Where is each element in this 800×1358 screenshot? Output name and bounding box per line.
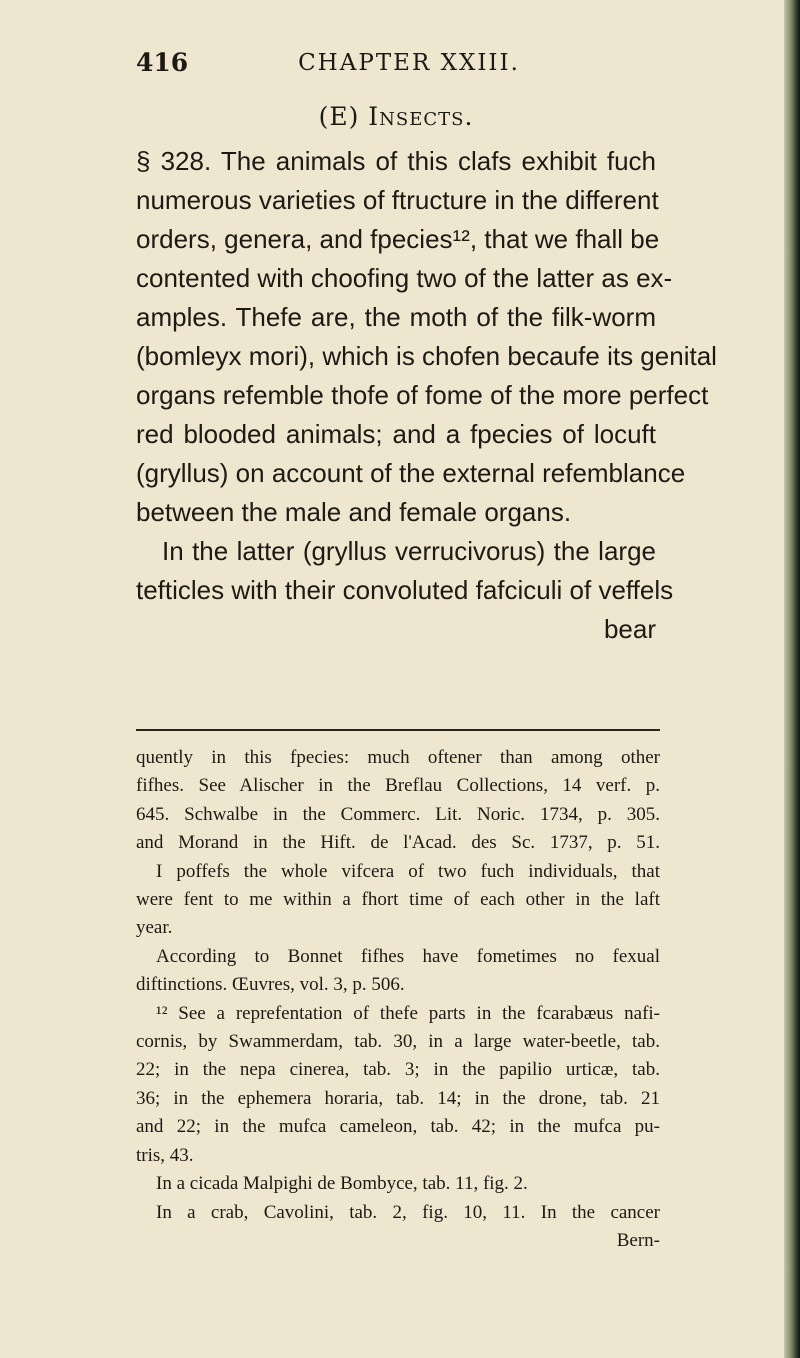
text-line: organs refemble thofe of fome of the more perfect xyxy=(136,380,709,410)
text-line: tefticles with their convoluted fafciculi of veffels xyxy=(136,575,674,605)
footnote-line: and Morand in the Hift. de l'Acad. des Sc. 1737, p. 51. xyxy=(136,832,660,854)
footnote-line: 36; in the ephemera horaria, tab. 14; in the drone, tab. 21 xyxy=(136,1087,660,1109)
text-line: between the male and female organs. xyxy=(136,497,572,527)
catchword: bear xyxy=(603,614,656,644)
text-line: contented with choofing two of the latter as ex- xyxy=(136,263,673,293)
footnote-line: In a cicada Malpighi de Bombyce, tab. 11, fig. 2. xyxy=(156,1173,528,1195)
footnote-line: fifhes. See Alischer in the Breflau Collections, 14 verf. p. xyxy=(136,775,660,797)
footnote-line: tris, 43. xyxy=(136,1144,194,1166)
main-text xyxy=(136,142,717,649)
text-line: (gryllus) on account of the external refemblance xyxy=(136,458,686,488)
footnote-line: cornis, by Swammerdam, tab. 30, in a large water-beetle, tab. xyxy=(136,1031,660,1053)
footnote-rule xyxy=(136,729,660,731)
text-line: red blooded animals; and a fpecies of locuft xyxy=(136,419,656,449)
running-header xyxy=(136,48,656,88)
footnote-line: 22; in the nepa cinerea, tab. 3; in the papilio urticæ, tab. xyxy=(136,1059,660,1081)
text-line: amples. Thefe are, the moth of the filk-worm xyxy=(136,302,656,332)
footnote-line: In a crab, Cavolini, tab. 2, fig. 10, 11. In the cancer xyxy=(156,1201,660,1223)
text-line: (bomleyx mori), which is chofen becaufe its genital xyxy=(136,341,717,371)
footnote-line: According to Bonnet fifhes have fometimes no fexual xyxy=(156,945,660,967)
text-line: In the latter (gryllus verrucivorus) the large xyxy=(162,536,656,566)
footnote-line: I poffefs the whole vifcera of two fuch individuals, that xyxy=(156,860,660,882)
section-title: (E) Insects. xyxy=(318,102,474,131)
book-edge-shadow xyxy=(784,0,800,1358)
text-line: § 328. The animals of this clafs exhibit fuch xyxy=(136,146,656,176)
text-line: numerous varieties of ftructure in the different xyxy=(136,185,659,215)
footnote-line: diftinctions. Œuvres, vol. 3, p. 506. xyxy=(136,974,405,996)
text-line: orders, genera, and fpecies¹², that we fhall be xyxy=(136,224,660,254)
footnotes xyxy=(136,744,660,1255)
page-number: 416 xyxy=(136,48,189,77)
footnote-line: were fent to me within a fhort time of each other in the laft xyxy=(136,889,660,911)
footnote-line: year. xyxy=(136,917,173,939)
footnote-line: 645. Schwalbe in the Commerc. Lit. Noric. 1734, p. 305. xyxy=(136,803,660,825)
footnote-line: quently in this fpecies: much oftener than among other xyxy=(136,747,660,768)
catchword: Bern- xyxy=(616,1229,660,1251)
footnote-line: and 22; in the mufca cameleon, tab. 42; in the mufca pu- xyxy=(136,1116,660,1138)
chapter-heading: CHAPTER XXIII. xyxy=(298,50,520,76)
footnote-line: ¹² See a reprefentation of thefe parts in the fcarabæus nafi- xyxy=(156,1002,660,1024)
